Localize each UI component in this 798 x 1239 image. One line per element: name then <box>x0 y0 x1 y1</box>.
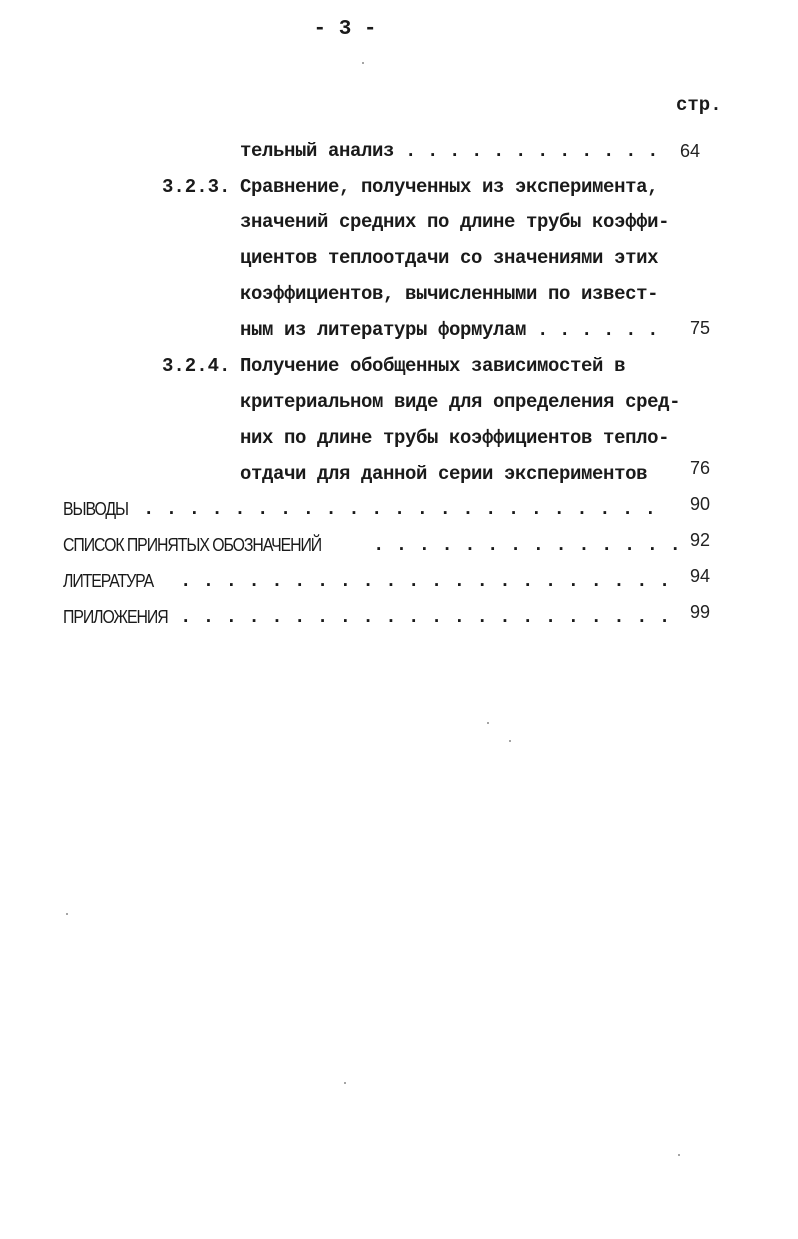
toc-leader-dots: . . . . . . . . . . . . . . . . . . . . . . . <box>143 498 657 520</box>
scan-speck <box>678 1154 680 1156</box>
toc-section-conclusions <box>63 494 657 524</box>
toc-page-ref: 75 <box>690 318 711 338</box>
toc-section-appendices <box>63 602 671 632</box>
toc-entry-text: отдачи для данной серии экспериментов <box>240 463 648 485</box>
toc-page-ref: 90 <box>690 494 711 514</box>
toc-section-literature <box>63 566 671 596</box>
toc-section-title: ВЫВОДЫ <box>63 499 129 519</box>
toc-entry-text-line <box>240 423 669 453</box>
toc-section-title: СПИСОК ПРИНЯТЫХ ОБОЗНАЧЕНИЙ <box>63 535 322 555</box>
toc-entry-text: значений средних по длине трубы коэффи- <box>240 211 670 233</box>
toc-leader-dots: . . . . . . . . . . . . . . . . . . . . . . <box>180 606 671 628</box>
toc-entry-number: 3.2.4. <box>162 355 231 377</box>
toc-entry-number: 3.2.3. <box>162 176 231 198</box>
toc-entry-text: коэффициентов, вычисленными по извест- <box>240 283 659 305</box>
toc-leader-dots: . . . . . . . . . . . . . . . . . . . . . . <box>180 570 671 592</box>
toc-page-ref: 99 <box>690 602 711 622</box>
toc-entry-text: циентов теплоотдачи со значениями этих <box>240 247 659 269</box>
toc-page-ref: 76 <box>690 458 711 478</box>
toc-page-ref: 64 <box>680 141 701 161</box>
toc-entry-text: Сравнение, полученных из эксперимента, <box>240 176 659 198</box>
scan-speck <box>344 1082 346 1084</box>
page-column-label: стр. <box>676 94 722 116</box>
toc-page-ref: 94 <box>690 566 711 586</box>
scan-speck <box>66 913 68 915</box>
toc-entry-continuation <box>240 136 658 166</box>
toc-entry-text-line <box>240 315 658 345</box>
toc-entry-text: Получение обобщенных зависимостей в <box>240 355 626 377</box>
toc-section-title: ЛИТЕРАТУРА <box>63 571 154 591</box>
scan-speck <box>362 62 364 64</box>
toc-entry-text: них по длине трубы коэффициентов тепло- <box>240 427 670 449</box>
toc-entry-text: критериальном виде для определения сред- <box>240 391 681 413</box>
toc-entry-text-line <box>240 387 680 417</box>
toc-section-title: ПРИЛОЖЕНИЯ <box>63 607 168 627</box>
toc-entry-text-line <box>240 279 658 309</box>
scan-speck <box>487 722 489 724</box>
toc-entry-text: тельный анализ . . . . . . . . . . . . <box>240 140 659 162</box>
toc-section-symbols <box>63 530 681 560</box>
toc-entry-text-line <box>240 243 658 273</box>
toc-leader-dots: . . . . . . . . . . . . . . <box>373 534 681 556</box>
page-number: - 3 - <box>313 18 377 41</box>
scan-speck <box>509 740 511 742</box>
toc-entry-text-line <box>240 459 647 489</box>
toc-entry-text: ным из литературы формулам . . . . . . <box>240 319 659 341</box>
toc-entry-text-line <box>240 207 669 237</box>
toc-page-ref: 92 <box>690 530 711 550</box>
